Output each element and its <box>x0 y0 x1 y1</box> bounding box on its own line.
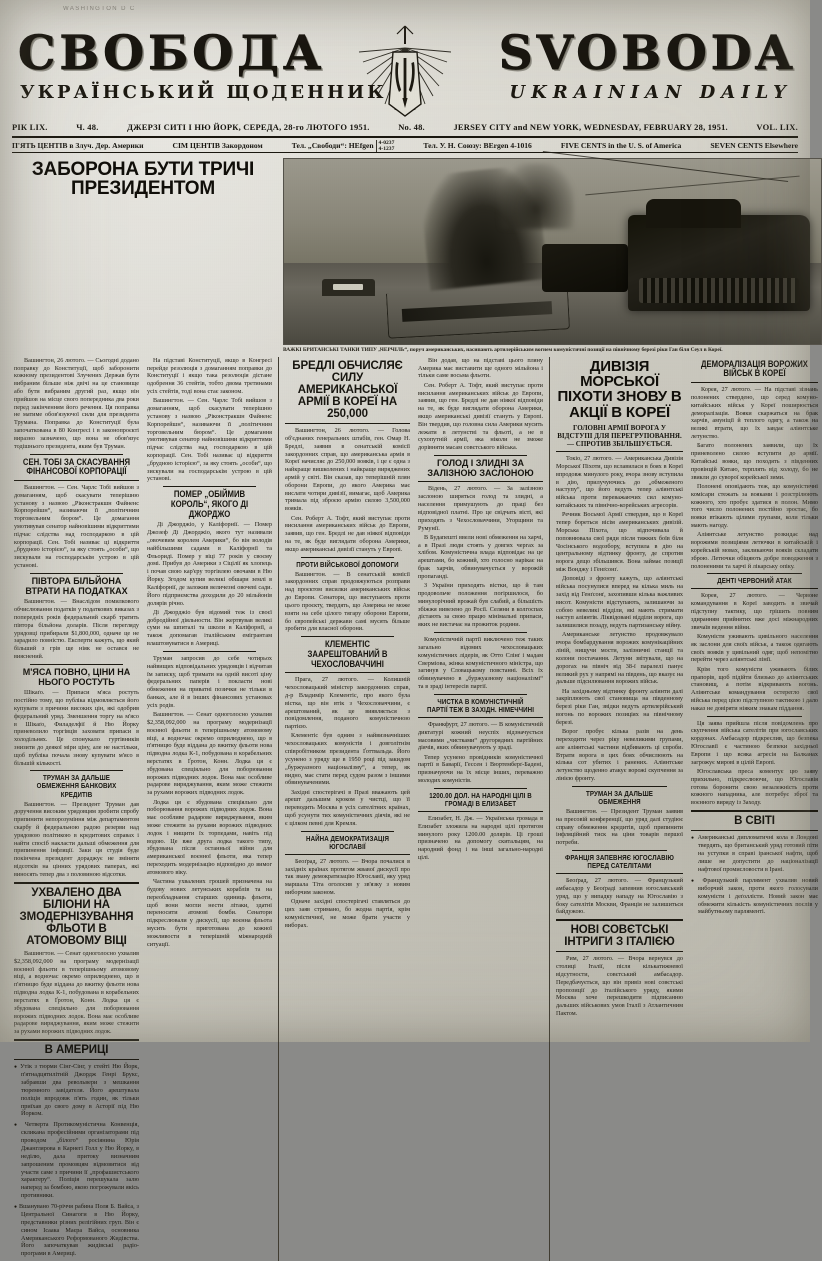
divider <box>434 455 527 456</box>
body-text: Беоґрад, 27 лютого. — Вчора почалися в західніх країнах протягом жвавої дискусії про так звану демократизацію Югославії, яку уряд маршала Тіта оголосив у зв'язку з новим виборчим законом. <box>285 857 410 897</box>
column-divider <box>278 357 279 1261</box>
body-text: Відень, 27 лютого. — За залізною заслоною ширяться голод та злидні, а населення примушують до праці без відповідної платні. Про це свідчать вісті, які приходять з Чехословаччини, Угорщини та Румунії. <box>418 485 543 532</box>
body-text: Ця заява прийшла після повідомлень про скупчення війська сателітів при югославських кордонах. Амбасадор підкреслив, що безпека Югославії є частиною безпеки західньої Европи і що всяка агресія на Балканах загрожує мирові в цілій Европі. <box>691 719 818 766</box>
place-date-eng: JERSEY CITY and NEW YORK, WEDNESDAY, FEBRUARY 28, 1951. <box>453 122 728 132</box>
column-5 <box>554 357 685 1261</box>
body-text: Лодка ця є збудована спеціяльно для поборювання ворожих підводних лодок. Вона має особливе радарове виряджування, яким може стежити за рухами ворожих підводних лодок і нищити їх торпедами, навіть під водою. Це вже друга лодка такого типу, збудована після останньої війни для американської воєнної фльоти, яка тепер переходить модернізацію відповідно до вимог атомового віку. <box>147 798 272 876</box>
body-text: Сен. Роберт А. Тофт, який виступає проти висилання американських військ до Европи, заявив, що ген. Бредлі не дав ніякої відповіди на те, як буде виглядати оборона Америки, якщо американські дивізії стануть у Европі. Він твердив, що головна сила Америки мусить лежати в летунстві та фльоті, а не в сухопутній армії, яка ніколи не зможе дорівняти масам совєтського війська. <box>418 381 543 452</box>
masthead-info-row <box>12 122 798 132</box>
divider <box>163 651 256 652</box>
body-text: Елизабет, Н. Дж. — Українська громада в Елизабет зложила на народні цілі протягом минулого року 1200.00 долярів. Ці гроші призначено на допомогу скитальцям, на народний фонд і на інші загально-народні цілі. <box>418 815 543 862</box>
body-text: Комуністичній партії виключено теж таких загально відомих чехословацьких комуністичних лідерів, як Отто Слінґ і мадам Сверміова, жінка комуністичного міністра, що загинув у Словацькому повстанні. Всіх їх обвинувачено в „буржуазному націоналізмі“ та в зраді інтересів партії. <box>418 636 543 690</box>
divider <box>434 694 527 695</box>
headline-yugoslavia-democratization: НАЙНА ДЕМОКРАТИЗАЦІЯ ЮГОСЛАВІЇ <box>306 833 389 851</box>
divider <box>163 486 256 487</box>
headline-truman-banks: ТРУМАН ЗА ДАЛЬШЕ ОБМЕЖЕННЯ <box>586 788 653 806</box>
body-text: Частина ухвалених грошей призначена на будову нових летунських кораблів та на переобладнання старших одиниць фльоти, щоб вони могли нести літаки, здатні переносити атомові бомби. Сенатори підкреслювали у дискусії, що воєнна фльота мусить бути приготована до кожної можливости в теперішній міжнародній ситуації. <box>147 878 272 948</box>
headline-hunger-iron-curtain: ГОЛОД І ЗЛИДНІ ЗА ЗАЛІЗНОЮ ЗАСЛОНОЮ <box>427 458 534 478</box>
body-text: Клементіс був одним з найвизначніших чехословацьких комуністів і довголітнім співробітником президента Ґоттвальда. Його усунено з уряду ще в 1950 році під закидом „буржуазного націоналізму“, а тепер, як видно, має стати перед судом разом з іншими обвинуваченими. <box>285 732 410 787</box>
left-lead-story <box>12 158 274 357</box>
masthead-title-ukrainian: СВОБОДА <box>18 26 326 81</box>
body-text: Американське летунство продовжувало вчора бомбардування ворожих комунікаційних ліній, нищучи мости, залізничні станції та колони постачання. Летуни звітували, що на дорогах на північ від 38-ї паралелі панує великий рух у напрямі на південь, що вказує на дальше підсилювання ворожих військ. <box>556 631 683 686</box>
divider <box>707 716 802 717</box>
body-text: Вашингтон. — Сен. Чарлс Тобі вийшов з домаганням, щоб скасувати теперішню установу з назвою „Ріконстракшн Файненс Корпорейшн“, називаючи її „політичним торговельним бюром“. Це домагання умотивував сенатор найновішими відкриттями підчас слідства над господаркою в цій корпорації. Сен. Тобі називає ці відкриття „брудною історією“, за яку стоять „особи“, що зискували на господарськім устрою в цій установі. <box>14 483 139 570</box>
volume-year-ukr: РІК LIX. <box>12 122 48 132</box>
divider <box>691 588 818 589</box>
divider <box>285 672 410 673</box>
headline-tax-loss: ПІВТОРА БІЛЬЙОНА ВТРАТИ НА ПОДАТКАХ <box>25 575 128 596</box>
list-item: ● Американські дипломатичні кола в Лондоні твердять, що британський уряд готовий піти на уступки в справі іранської нафти, щоб лише не допустити до націоналізації нафтової промисловости в Ірані. <box>691 834 818 874</box>
price-abroad-eng: SEVEN CENTS Elsewhere <box>710 141 798 151</box>
body-text: Шікаґо. — Припаси м'яса ростуть постійно тому, що публіка відмовляється його купувати з причини високих цін, які одобрив федеральний уряд. Зменшення торгу на м'ясо в Шікаґо, Филаделфії й Ню Йорку приневолило торгівців заховати припаси в холодільнях. Це спонукало гуртівників знизити до деякої міри ціну, але не настільки, щоб публіка почала знову купувати м'ясо в більшій кількості. <box>14 689 139 767</box>
body-text: Ді Джорджіо, у Каліфорнії. — Помер Джозеф Ді Джорджіо, якого тут називали „овочевим королем Америки“, бо він володів найбільшими садами в Каліфорнії та Фльориді. Помер у віці 77 років у своєму домі. Прибув до Америки з Сіцілії як хлопець і почав свою кар'єру торгівлею овочами в Ню Йорку. Згодом купив великі обшари землі в Каліфорнії, де заложив величезні овочеві сади. Його підприємства доходили до 20 мільйонів долярів річно. <box>147 521 272 607</box>
headline-red-attack: ДЕНТІ ЧЕРВОНИЙ АТАК <box>717 576 792 586</box>
list-item: ● Утік з тюрми Сінг-Сінг, у стейті Ню Йорк, п'ятнадцятилітній Джордж Генрі Брукс, забравши два револьвери з мешкання тюремного завідателя. Його арештувала поліція впродовж п'ять годин, як тільки приїхав до свого дому в Асторії під Ню Йорком. <box>14 1063 139 1118</box>
body-text: Вашингтон, 26 лютого. — Сьогодні додано поправку до Конституції, щоб заборонити кожному президентові Злучених Держав бути вибраним більше ніж двічі на це становище або бути вибраним другий раз, якщо він прийшов на місце свого попередника два роки перед закінченням його речення. Ця поправка не матиме обов'язуючої сили для президента Трумана. Поправка до Конституції була започаткована в 80 Конгресі і в законопроєкті виразно зазначено, що вона не обов'язує тодішнього президента, яким був Труман. <box>14 356 139 450</box>
body-text: Вашингтон, 26 лютого. — Голова об'єднаних генеральних штабів, ген. Омар Н. Бредлі, заявив в сенатській комісії закордонних справ, що американська армія в Кореї начисляє до 250,000 вояків, і це є одна з найкраще вишколених і найкраще виряджених армій у світі. Він сказав, що теперішній плян оборони Европи, до якого Америка має вислати чотири дивізії, вимагає, щоб Америка тримала під зброєю армію силою 3,500,000 вояків. <box>285 427 410 513</box>
body-text: Труман запросив до себе чотирьох найвищих відповідальних урядовців і відчитав їм записку, щоб тримати на одній висоті ціну федеральних паперів і покласти нові обмеження на приватні позички не тільки в банках, але й в інших фінансових установах усіх родів. <box>147 654 272 709</box>
column-3 <box>283 357 412 1261</box>
divider <box>572 786 667 787</box>
divider <box>14 480 139 481</box>
divider <box>434 788 527 789</box>
masthead-price-row <box>12 140 798 153</box>
body-text: Вашингтон. — В сенатській комісії закордонних справ продовжуються розправи над проєктом висилки американських військ до Европи. Сенатори, що виступають проти цього проєкту, твердять, що Америка не може взяти на себе цілого тягару оборони Европи, бо європейські держави самі мусять більше зробити для власної оборони. <box>285 570 410 633</box>
masthead-rule-bottom <box>12 152 798 153</box>
body-text: В Будапешті ввели нові обмеження на харчі, а в Празі люди стоять у довгих чергах за хлібом. Комуністична влада відповідає на це арештами, бо кожний, хто голосно нарікає на брак харчів, обвинувачується у ворожій пропаганді. <box>418 533 543 580</box>
headline-klementis-arrest: КЛЕМЕНТІС ЗААРЕШТОВАНИЙ В ЧЕХОСЛОВАЧЧИНІ <box>307 639 388 669</box>
headline-elizabeth-donation: 1200.00 ДОЛ. НА НАРОДНІ ЦІЛІ В ГРОМАДІ В ЕЛИЗАБЕТ <box>429 790 532 808</box>
place-date-ukr: ДЖЕРЗІ СИТІ І НЮ ЙОРК, СЕРЕДА, 28-го ЛЮТОГО 1951. <box>127 122 370 132</box>
divider <box>691 810 818 812</box>
headline-purge-west-germany: ЧИСТКА В КОМУНІСТИЧНІЙ ПАРТІЇ ТЕЖ В ЗАХІДН. НІМЕЧЧИНІ <box>426 696 535 714</box>
divider <box>556 873 683 874</box>
headline-term-limit: ЗАБОРОНА БУТИ ТРИЧІ ПРЕЗИДЕНТОМ <box>31 159 255 200</box>
divider <box>30 664 123 665</box>
body-text: Вашингтон. — Президент Труман заявив на пресовій конференції, що уряд далі студіює справу обмеження кредитів, щоб припинити інфляційний тиск на ціни товарів першої потреби. <box>556 808 683 847</box>
masthead-title-english: SVOBODA <box>498 26 796 81</box>
body-text: Комуністи уживають цивільного населення як заслони для своїх військ, а також одягають своїх вояків у цивільний одяг, щоб непомітно перейти через аліянтські лінії. <box>691 633 818 664</box>
body-text: Ворог пробує кілька разів на день переходити через ріку невеликими групами, але аліянтські частини відбивають ці спроби. Втрати ворога в цих боях обчислюють на кілька сот убитих і ранених. Аліянтське летунство щоденно атакує ворожі скупчення за лінією фронту. <box>556 728 683 783</box>
body-text: Полонені оповідають теж, що комуністичні комісари стежать за вояками і розстрілюють кожного, хто пробує здатися в полон. Мимо того число полонених постійно зростає, бо вояки втікають цілими групами, коли тільки мають нагоду. <box>691 482 818 529</box>
subheadline-marine-division: ГОЛОВНІ АРМІЇ ВОРОГА У ВІДСТУПІ ДЛЯ ПЕРЕГРУПОВАННЯ. — СПРОТИВ ЗБІЛЬШУЄТЬСЯ. <box>557 423 682 449</box>
body-text: Аліянтське летунство розкидає над ворожими позиціями летючки в китайській і корейській мовах, закликаючи вояків складати зброю. Летючки обіцяють добре поводження з полоненими та харчі й лікарську опіку. <box>691 531 818 570</box>
masthead-subtitle-english: UKRAINIAN DAILY <box>509 82 792 103</box>
divider <box>418 811 543 812</box>
page-body <box>12 158 818 1258</box>
divider <box>556 951 683 952</box>
body-text: Сен. Роберт А. Тофт, який виступає проти висилання американських військ до Европи, заявив, що ген. Бредлі не дав ніякої відповіди на те, як буде виглядати оборона Америки, якщо американські дивізії стануть у Европі. <box>285 514 410 553</box>
headline-france-yugoslavia: ФРАНЦІЯ ЗАПЕВНЯЄ ЮГОСЛАВІЮ ПЕРЕД САТЕЛІТАМИ <box>564 853 674 871</box>
body-text: Він додав, що на підставі цього пляну Америка має виставити ще одного мільйона і тільки саме восьма фльоти. <box>418 356 543 380</box>
headline-bradley-army: БРЕДЛІ ОБЧИСЛЯЄ СИЛУ АМЕРИКАНСЬКОЇ АРМІЇ В КОРЕЇ НА 250,000 <box>292 359 403 420</box>
divider <box>434 632 527 633</box>
divider <box>301 831 394 832</box>
divider <box>556 919 683 921</box>
body-text: Корея, 27 лютого. — Червоне командування в Кореї заводить в звичай підступну тактику, що грішить повним здиранням прийнятих вже досі міжнародних звичаїв ведення війни. <box>691 592 818 631</box>
column-2 <box>145 357 274 1261</box>
headline-truman-credit: ТРУМАН ЗА ДАЛЬШЕ ОБМЕЖЕННЯ БАНКОВИХ КРЕДИТІВ <box>36 773 117 799</box>
body-text: Югославська преса коментує цю заяву прихильно, підкреслюючи, що Югославія готова боронити свою незалежність проти кожного нападника, але потребує зброї та воєнного виряду із Заходу. <box>691 768 818 807</box>
divider <box>418 717 543 718</box>
body-text: Західні спостерігачі в Празі вважають цей арешт дальшим кроком у чистці, що її переводить Москва в усіх сателітних країнах, щоб усунути тих комуністичних діячів, які не є цілком певні для Кремля. <box>285 788 410 827</box>
divider <box>418 481 543 482</box>
masthead-subtitle-ukrainian: УКРАЇНСЬКИЙ ЩОДЕННИК <box>20 82 387 103</box>
price-us-ukr: П'ЯТЬ ЦЕНТІВ в Злуч. Дер. Америки <box>12 141 144 151</box>
price-us-eng: FIVE CENTS in the U. S. of America <box>560 141 682 151</box>
body-text: Одначе західні спостерігачі ставляться до цих заяв стримано, бо жодна партія, крім комуністичної, не може брати участи у виборах. <box>285 898 410 929</box>
divider <box>301 636 394 637</box>
headline-marine-division-korea: ДИВІЗІЯ МОРСЬКОЇ ПІХОТИ ЗНОВУ В АКЦІЇ В КОРЕЇ <box>557 357 682 421</box>
korea-war-tanks-photo <box>283 158 822 345</box>
telephone-uns: Тел. У. Н. Союзу: BErgen 4-1016 <box>423 141 532 151</box>
divider <box>285 854 410 855</box>
list-item: ● Французький парлямент ухвалив новий виборчий закон, проти якого голосували комуністи і деґоллісти. Новий закон має обмежити кількість комуністичних послів у майбутньому парляменті. <box>691 877 818 917</box>
issue-number-ukr: Ч. 48. <box>76 122 99 132</box>
body-text: Вашингтон. — Президент Труман дав доручення високим урядовцям зробити спробу припинити непорозуміння між департаментом скарбу й федеральною радою резерви над урядовою політикою в кредитових справах і найти спосіб накласти дальші обмеження для припинення інфляції. Заки ця студія буде покінчена президент дораджує не зміняти відсотків на цінних урядових паперах, які виносять тепер два з половиною відсотки. <box>14 800 139 878</box>
divider <box>14 1059 139 1060</box>
column-1 <box>12 357 141 1261</box>
body-text: Вашингтон. — Внаслідом помилкового обчислювання податків у податкових виказах з попередніх років федеральний скарб тратить півтора більйона доларів. Після перегляду урядовці прибирали $1,800,000, одначе це не зарадило повністю. Експерти кажуть, що який більший з грів ще ніяк не остався не вияснений. <box>14 598 139 660</box>
body-text: Тепер усунено провідників комуністичної партії в Баварії, Гессен і Вюртемберґ-Бадені, призначуючи на їх місце інших, переважно молодих комуністів. <box>418 753 543 785</box>
column-6 <box>689 357 820 1261</box>
body-text: Вашингтон. — Сен. Чарлс Тобі вийшов з домаганням, щоб скасувати теперішню установу з назвою „Ріконстракшн Файненс Корпорейшн“, називаючи її „політичним торговельним бюром“. Це домагання умотивував сенатор найновішими відкриттями підчас слідства над господаркою в цій корпорації. Сен. Тобі називає ці відкриття „брудною історією“, за яку стоять „особи“, що зискували на господарськім устрою в цій установі. <box>147 397 272 483</box>
body-text: Токіо, 27 лютого. — Американська Дивізія Морської Піхоти, що вславилася в боях в Кореї впродовж минулого року, вчора знову вступила в дію, прилучуючись до „обмеженого наступу“, що його ведуть тепер аліянтські війська проти переважаючих сил комуно-китайських та північно-корейських агресорів. <box>556 455 683 509</box>
list-item: ● Четверта Протикомуністична Конвенція, скликана професійними організаторами під проводом „білого“ росіянина Юрія Джанглярова в Карнегі Голл у Ню Йорку, в неділю, дала притоку визначним запрошеним промовцям відмовитися від участи саме з причини її „профашистського характеру“. Поліція перешукала залю наперед за бомбою, якою погрожували якісь противники. <box>14 1121 139 1200</box>
body-text: Рим, 27 лютого. — Вчора вернувся до столиці Італії, після кількатижневої відсутности, совєтський амбасадор. Передбачується, що він привіз нові совєтські пропозиції до італійського уряду, якими Москва хоче перешкодити підписанню дальших військових умов Італії з Атлантичним Пактом. <box>556 955 683 1018</box>
column-4 <box>416 357 545 1261</box>
volume-eng: VOL. LIX. <box>756 122 798 132</box>
divider <box>14 1039 139 1041</box>
body-text: Багато полонених заявили, що їх приневолено силою вступити до армії. Китайські вояки, що походять з південних провінцій Китаю, терплять від холоду, бо не звикли до суворої корейської зими. <box>691 442 818 481</box>
headline-soviet-italy-intrigue: НОВІ СОВЄТСЬКІ ІНТРИГИ З ІТАЛІЄЮ <box>564 924 675 949</box>
divider <box>285 423 410 424</box>
telephone-svoboda: Тел. „Свободи“: HEfgen 4-0237 4-1237 <box>291 140 395 153</box>
divider <box>556 451 683 452</box>
telephone-svoboda-numbers: 4-0237 4-1237 <box>376 140 395 153</box>
body-text: Франкфурт, 27 лютого. — В комуністичній диктатурі кожний неуспіх відзначується масовими „чистками“ другорядних партійних діячів, яких обвинувачують у зраді. <box>418 720 543 752</box>
headline-meat-prices: М'ЯСА ПОВНО, ЦІНИ НА НЬОГО РОСТУТЬ <box>22 666 131 687</box>
body-text: На підставі Конституції, якщо в Конгресі перейде резолюція з домаганням поправки до Конституції і якщо така резолюція дістане одобрення 36 стейтів, тобто двома третинами усіх стейтів, тоді вона стає законом. <box>147 356 272 395</box>
headline-doorway-california: ПОМЕР „ОБІЙМИВ КОРОЛЬ“, ЯКОГО ДІ ДЖОРДЖО <box>170 489 249 519</box>
divider <box>691 830 818 831</box>
body-text: Крім того комуністи уживають білих прапорів, щоб підійти близько до аліянтських становищ, а потім відкривають вогонь. Аліянтське командування остерегло свої війська перед цією підступною тактикою і дало наказ не довіряти ніяким знакам піддання. <box>691 665 818 712</box>
body-text: З України приходять вістки, що й там продовольче положення погіршилося, бо минулорічний врожай був слабий, а більшість збіжжя вивезено до Росії. Селяни в колгоспах дістають за свою працю мінімальні припаси, яких не вистачає на прожиток родини. <box>418 582 543 629</box>
body-text: Беоґрад, 27 лютого. — Французький амбасадор у Беоґраді запевнив югославський уряд, що у випадку нападу на Югославію з боку сателітів Москви, Франція не залишиться байдужою. <box>556 877 683 916</box>
divider <box>707 573 802 574</box>
masthead-rule-top <box>12 136 798 138</box>
archive-stamp: WASHINGTON D C <box>63 6 136 12</box>
divider <box>30 454 123 455</box>
section-header-in-world: В СВІТІ <box>734 815 775 828</box>
photo-block <box>283 158 820 357</box>
body-text: Прага, 27 лютого. — Колишній чехословацький міністер закордонних справ, д-р Владимір Клементіс, про якого була вістка, що він втік з Чехословаччини, є арештований, як це виявляється з повідомлення, поданого комуністичною партією. <box>285 676 410 731</box>
divider <box>572 850 667 851</box>
ukrainian-trident-emblem <box>345 22 465 130</box>
body-text: Вашингтон. — Сенат одноголосно ухвалив $2,358,092,000 на програму модернізації воєнної фльоти в теперішньому атомовому віці, а водночас окремо оприлюднено, що в п'ятницю буде віддана до вжитку фльоти нова підводна лодка К-1, побудована в корабельних верстатях в Ґротон, Конн. Лодка ця є збудована спеціяльно для поборювання ворожих підводних лодок. Вона має особливе радарове виряджування, яким може стежити за рухами ворожих підводних лодок. <box>147 711 272 797</box>
issue-number-eng: No. 48. <box>398 122 425 132</box>
body-text: Ді Джорджіо був відомий теж із своєї добродійної діяльности. Він жертвував великі суми на шпиталі та школи в Каліфорнії, а також допомагав італійським емігрантам влаштовуватися в Америці. <box>147 608 272 648</box>
divider <box>301 557 394 558</box>
divider <box>30 573 123 574</box>
price-abroad-ukr: СІМ ЦЕНТІВ Закордоном <box>172 141 263 151</box>
body-text: На західньому відтинку фронту аліянти далі закріплюють свої становища на південному березі ріки Ган, звідки ведуть артилерійський вогонь по ворожих позиціях на північному березі. <box>556 687 683 726</box>
column-divider <box>549 357 550 1261</box>
body-text: Речник Восьмої Армії ствердив, що в Кореї тепер бореться вісім американських дивізій. Морська Піхота, що відпочивала й поповнювала свої ряди після тяжких боїв біля Чосінського водозбору, вступила в дію на центральному відтинку фронту, де спротив ворога дещо збільшився. Вона займає позиції між Вонджу і Генґсонґ. <box>556 511 683 573</box>
headline-toby-finance: СЕН. ТОБІ ЗА СКАСУВАННЯ ФІНАНСОВОЇ КОРПОРАЦІЇ <box>22 456 131 477</box>
divider <box>30 770 123 771</box>
masthead <box>0 20 810 116</box>
headline-fleet-billions: УХВАЛЕНО ДВА БІЛІОНИ НА ЗМОДЕРНІЗУВАННЯ ФЛЬОТИ В АТОМОВОМУ ВІЦІ <box>19 886 134 947</box>
headline-demoralization-enemy: ДЕМОРАЛІЗАЦІЯ ВОРОЖИХ ВІЙСЬК В КОРЕЇ <box>701 358 808 379</box>
divider <box>14 882 139 884</box>
headline-cleansing-communist-party: ПРОТИ ВІЙСЬКОВОЇ ДОПОМОГИ <box>296 559 399 569</box>
body-text: Доповіді з фронту кажуть, що аліянтські війська посунулися вперед на кілька миль на захід від Генґсонґ, захопивши кілька важливих висот. Комуністи відступають, залишаючи за собою невеликі відділи, які мають стримати наступ аліянтів. Ліквідовані відділи ворога, що залишилися позаду, ведуть партизанську війну. <box>556 575 683 630</box>
section-header-in-america: В АМЕРИЦІ <box>44 1043 109 1056</box>
list-item: ● Вшанувано 70-річчя рабина Поля Б. Вайса, з Центральної Синагоги в Ню Йорку, представники різних релігійних груп. Він є сином Ісаака Маєра Вайса, основника Американського Реформованого Жидівства. Його започаткував жидівські радіо-програми в Америці. <box>14 1203 139 1258</box>
body-text: Вашингтон. — Сенат одноголосно ухвалив $2,358,092,000 на програму модернізації воєнної фльоти в теперішньому атомовому віці, а водночас окремо оприлюднено, що в п'ятницю буде віддана до вжитку фльоти нова підводна лодка К-1, побудована в корабельних верстатях в Ґротон, Конн. Лодка ця є збудована спеціяльно для поборювання ворожих підводних лодок. Вона має особливе радарове виряджування, яким може стежити за рухами ворожих підводних лодок. <box>14 950 139 1036</box>
photo-caption: ВАЖКІ БРИТАНСЬКІ ТАНКИ ТИПУ „ЧЕРЧІЛЬ“, поруч американських, насипають артилерійським вогнем комуністичні позиції на північному березі ріки Ган біля Сеул в Кореї. <box>283 347 723 353</box>
divider <box>691 382 818 383</box>
body-text: Корея, 27 лютого. — На підставі зізнань полонених ствердено, що серед комуно-китайських військ у Кореї поширюється деморалізація. Вояки скаржаться на брак харчів, амуніції й теплого одягу, а також на великі втрати, що їх завдає аліянтське летунство. <box>691 386 818 441</box>
